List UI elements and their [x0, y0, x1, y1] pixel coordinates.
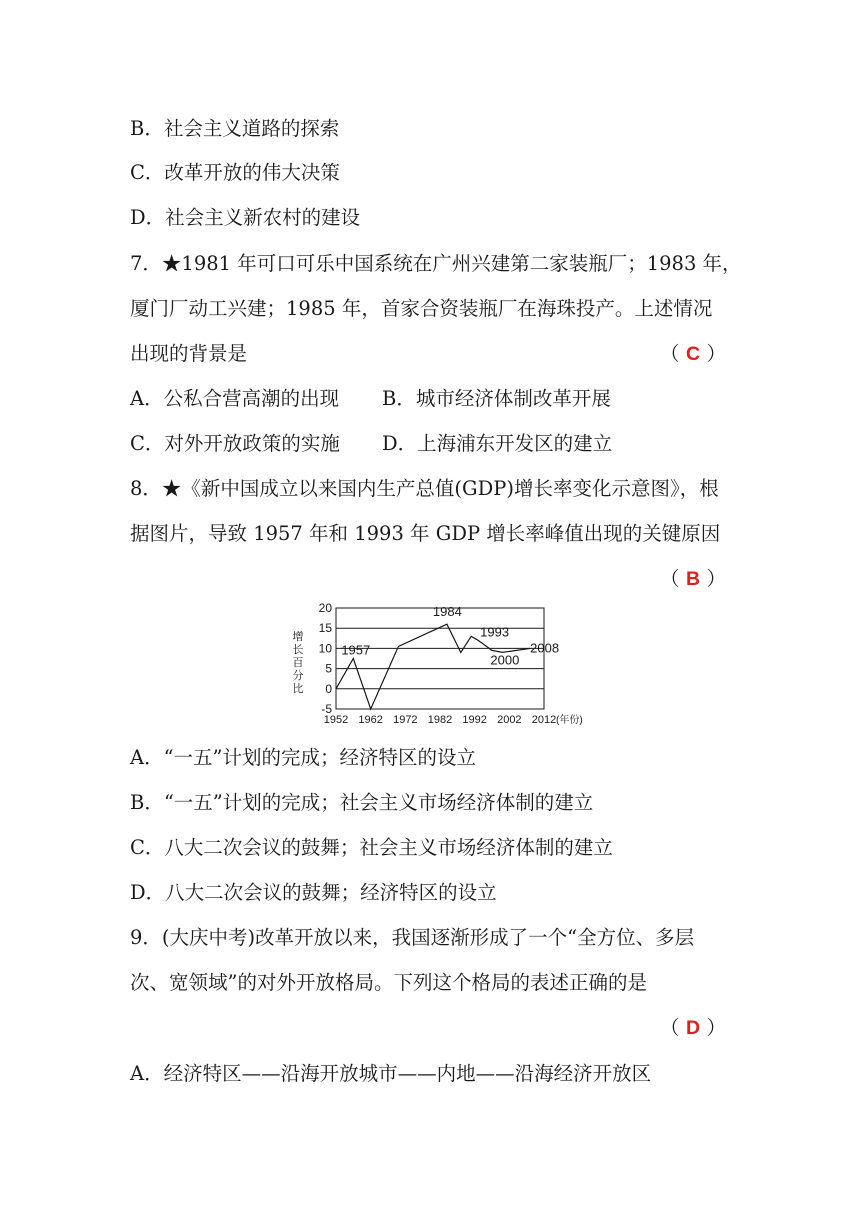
- q7-answer-box: [660, 341, 726, 367]
- q7-option-row1: [130, 386, 611, 412]
- x-tick-label: 1992: [462, 714, 487, 726]
- y-tick-label: 20: [318, 601, 332, 615]
- x-tick-label: 2012: [531, 714, 557, 726]
- y-tick-label: 10: [318, 641, 332, 656]
- chart-annotations: [341, 604, 559, 667]
- y-label-char: 增: [292, 631, 304, 643]
- chart-x-ticks: [324, 714, 556, 726]
- q9-stem-line1: 9．(大庆中考)改革开放以来，我国逐渐形成了一个“全方位、多层: [130, 926, 695, 949]
- annotation-label: 1957: [341, 642, 371, 658]
- q7-paren-close: ）: [706, 342, 726, 365]
- q6-option-c: C．改革开放的伟大决策: [130, 161, 340, 184]
- q7-option-b: B．城市经济体制改革开展: [382, 387, 611, 410]
- q7-answer: C: [685, 343, 701, 365]
- y-tick-label: 15: [318, 621, 332, 636]
- x-tick-label: 1952: [323, 714, 349, 726]
- chart-y-label: [293, 630, 304, 695]
- chart-x-label: (年份): [556, 715, 583, 726]
- q8-option-c: C．八大二次会议的鼓舞；社会主义市场经济体制的建立: [130, 836, 613, 859]
- q7-option-row2: [130, 431, 613, 457]
- chart-y-ticks: [319, 601, 333, 716]
- y-label-char: 比: [292, 683, 304, 695]
- x-tick-label: 1972: [393, 714, 418, 726]
- x-tick-label: 1962: [358, 714, 383, 726]
- q6-option-b: B．社会主义道路的探索: [130, 117, 340, 140]
- annotation-label: 2008: [530, 640, 560, 656]
- q8-stem-line1: 8．★《新中国成立以来国内生产总值(GDP)增长率变化示意图》，根: [130, 477, 719, 500]
- q9-answer-box: [660, 1015, 726, 1041]
- q7-stem-line3: 出现的背景是: [130, 342, 248, 365]
- annotation-label: 1993: [480, 624, 510, 640]
- q7-option-d: D．上海浦东开发区的建立: [382, 432, 613, 455]
- q8-option-b: B．“一五”计划的完成；社会主义市场经济体制的建立: [130, 791, 594, 814]
- q9-paren-close: ）: [706, 1016, 726, 1039]
- q9-answer: D: [685, 1017, 701, 1039]
- annotation-label: 2000: [490, 652, 520, 668]
- q8-answer: B: [685, 568, 701, 590]
- y-tick-label: 5: [325, 661, 332, 676]
- q9-option-a: A．经济特区——沿海开放城市——内地——沿海经济开放区: [130, 1062, 652, 1085]
- q9-stem-line2: 次、宽领域”的对外开放格局。下列这个格局的表述正确的是: [130, 971, 647, 994]
- x-tick-label: 1982: [427, 714, 453, 726]
- q8-paren-open: （: [660, 567, 680, 590]
- q9-paren-open: （: [660, 1016, 680, 1039]
- q8-option-d: D．八大二次会议的鼓舞；经济特区的设立: [130, 881, 497, 904]
- y-label-char: 长: [292, 644, 304, 656]
- y-label-char: 分: [292, 670, 304, 682]
- annotation-label: 1984: [432, 604, 462, 620]
- q6-option-d: D．社会主义新农村的建设: [130, 206, 361, 229]
- q7-option-c: C．对外开放政策的实施: [130, 432, 340, 455]
- q7-stem-line2: 厦门厂动工兴建；1985 年，首家合资装瓶厂在海珠投产。上述情况: [130, 297, 713, 320]
- q8-answer-box: [660, 566, 726, 592]
- y-tick-label: 0: [325, 681, 332, 696]
- x-tick-label: 2002: [497, 714, 522, 726]
- q8-stem-line2: 据图片，导致 1957 年和 1993 年 GDP 增长率峰值出现的关键原因: [130, 522, 721, 545]
- q7-option-a: A．公私合营高潮的出现: [130, 387, 340, 410]
- q8-paren-close: ）: [706, 567, 726, 590]
- y-tick-label: -5: [321, 702, 332, 716]
- q7-paren-open: （: [660, 342, 680, 365]
- q7-stem-line1: 7．★1981 年可口可乐中国系统在广州兴建第二家装瓶厂；1983 年，: [130, 252, 742, 275]
- q8-option-a: A．“一五”计划的完成；经济特区的设立: [130, 746, 477, 769]
- y-label-char: 百: [292, 657, 304, 669]
- gdp-growth-chart: [284, 600, 584, 730]
